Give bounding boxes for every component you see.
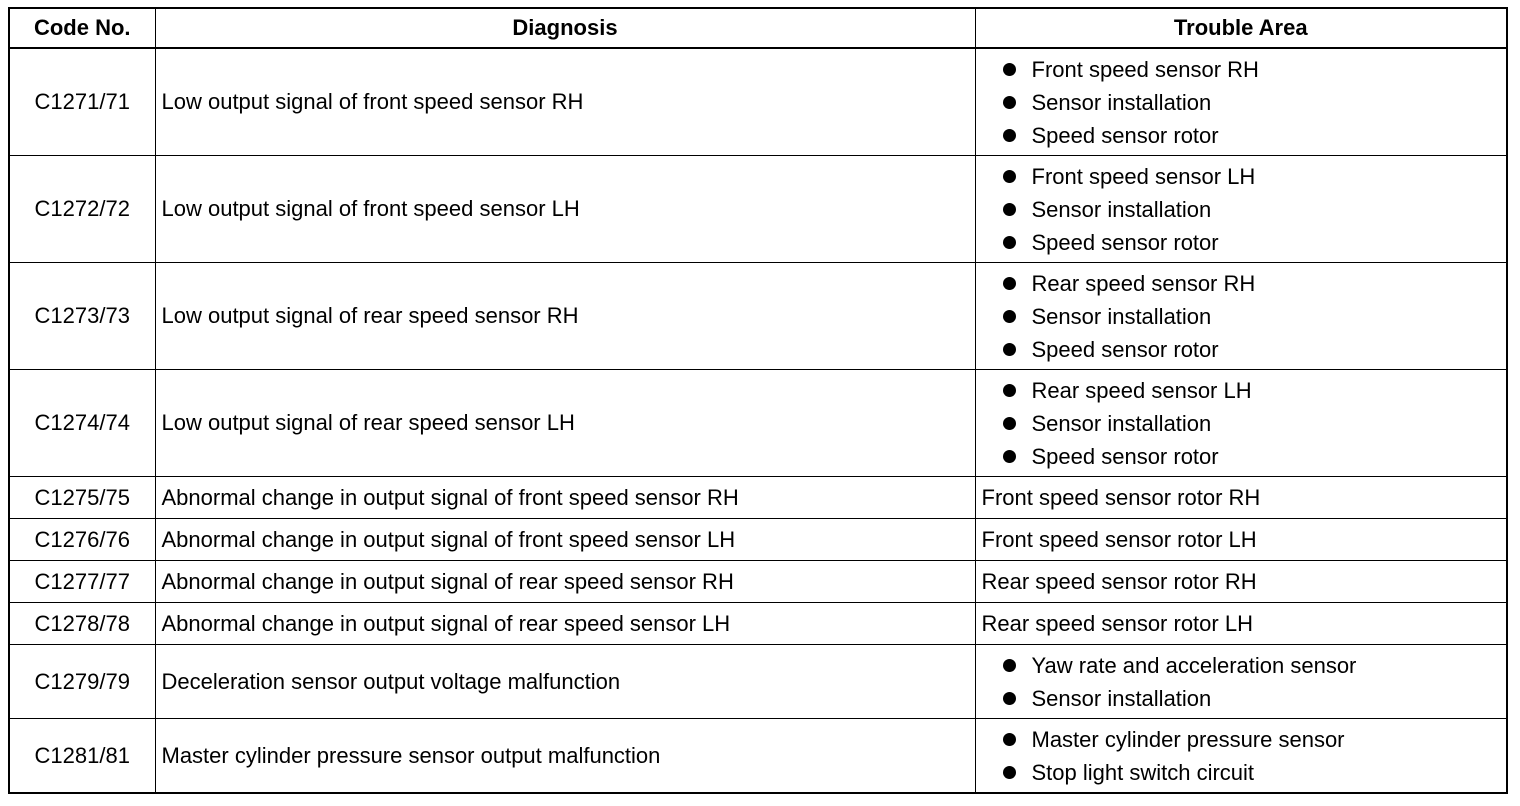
trouble-area-item: Sensor installation — [1031, 196, 1212, 222]
list-item — [982, 160, 1507, 193]
bullet-icon — [1003, 310, 1016, 323]
list-item — [982, 53, 1507, 86]
code-cell: C1273/73 — [9, 263, 155, 370]
list-item — [982, 756, 1507, 789]
diagnosis-cell: Abnormal change in output signal of rear speed sensor RH — [155, 561, 975, 603]
list-item — [982, 682, 1507, 715]
trouble-area-cell — [975, 263, 1507, 370]
trouble-area-item: Speed sensor rotor — [1031, 229, 1219, 255]
trouble-area-item: Sensor installation — [1031, 303, 1212, 329]
diagnosis-cell: Low output signal of front speed sensor RH — [155, 48, 975, 156]
list-item — [982, 649, 1507, 682]
code-cell: C1281/81 — [9, 719, 155, 794]
table-row — [9, 263, 1507, 370]
bullet-icon — [1003, 170, 1016, 183]
list-item — [982, 723, 1507, 756]
bullet-icon — [1003, 343, 1016, 356]
bullet-icon — [1003, 733, 1016, 746]
trouble-area-cell: Rear speed sensor rotor RH — [975, 561, 1507, 603]
trouble-area-item: Speed sensor rotor — [1031, 336, 1219, 362]
diagnosis-cell: Master cylinder pressure sensor output malfunction — [155, 719, 975, 794]
bullet-icon — [1003, 384, 1016, 397]
trouble-area-cell — [975, 645, 1507, 719]
bullet-icon — [1003, 766, 1016, 779]
trouble-area-item: Master cylinder pressure sensor — [1031, 726, 1345, 752]
trouble-area-item: Stop light switch circuit — [1031, 759, 1255, 785]
table-row — [9, 477, 1507, 519]
header-trouble-area: Trouble Area — [975, 8, 1507, 48]
trouble-area-cell — [975, 370, 1507, 477]
code-cell: C1277/77 — [9, 561, 155, 603]
table-row — [9, 370, 1507, 477]
trouble-area-item: Sensor installation — [1031, 410, 1212, 436]
code-cell: C1272/72 — [9, 156, 155, 263]
list-item — [982, 300, 1507, 333]
trouble-area-cell — [975, 719, 1507, 794]
trouble-area-list — [982, 160, 1507, 259]
table-row — [9, 48, 1507, 156]
header-code: Code No. — [9, 8, 155, 48]
list-item — [982, 267, 1507, 300]
diagnosis-cell: Abnormal change in output signal of front speed sensor RH — [155, 477, 975, 519]
trouble-area-cell — [975, 48, 1507, 156]
bullet-icon — [1003, 96, 1016, 109]
trouble-area-cell: Front speed sensor rotor RH — [975, 477, 1507, 519]
list-item — [982, 86, 1507, 119]
bullet-icon — [1003, 236, 1016, 249]
code-cell: C1276/76 — [9, 519, 155, 561]
trouble-area-item: Front speed sensor LH — [1031, 163, 1256, 189]
bullet-icon — [1003, 63, 1016, 76]
table-row — [9, 519, 1507, 561]
list-item — [982, 119, 1507, 152]
code-cell: C1279/79 — [9, 645, 155, 719]
diagnosis-cell: Low output signal of rear speed sensor RH — [155, 263, 975, 370]
trouble-area-list — [982, 723, 1507, 789]
trouble-area-item: Rear speed sensor RH — [1031, 270, 1256, 296]
table-row — [9, 603, 1507, 645]
code-cell: C1278/78 — [9, 603, 155, 645]
trouble-area-list — [982, 267, 1507, 366]
table-row — [9, 561, 1507, 603]
trouble-area-cell — [975, 156, 1507, 263]
diagnosis-cell: Deceleration sensor output voltage malfunction — [155, 645, 975, 719]
list-item — [982, 374, 1507, 407]
trouble-area-item: Sensor installation — [1031, 89, 1212, 115]
list-item — [982, 440, 1507, 473]
diagnosis-cell: Low output signal of front speed sensor LH — [155, 156, 975, 263]
code-cell: C1275/75 — [9, 477, 155, 519]
trouble-area-cell: Rear speed sensor rotor LH — [975, 603, 1507, 645]
code-cell: C1274/74 — [9, 370, 155, 477]
table-row — [9, 719, 1507, 794]
header-diagnosis: Diagnosis — [155, 8, 975, 48]
header-row — [9, 8, 1507, 48]
list-item — [982, 333, 1507, 366]
trouble-area-list — [982, 374, 1507, 473]
bullet-icon — [1003, 203, 1016, 216]
diagnosis-cell: Abnormal change in output signal of front speed sensor LH — [155, 519, 975, 561]
trouble-area-item: Rear speed sensor LH — [1031, 377, 1252, 403]
trouble-area-item: Yaw rate and acceleration sensor — [1031, 652, 1357, 678]
trouble-area-item: Speed sensor rotor — [1031, 443, 1219, 469]
list-item — [982, 226, 1507, 259]
table-row — [9, 645, 1507, 719]
trouble-area-list — [982, 649, 1507, 715]
bullet-icon — [1003, 659, 1016, 672]
code-cell: C1271/71 — [9, 48, 155, 156]
dtc-table — [8, 7, 1508, 794]
list-item — [982, 407, 1507, 440]
bullet-icon — [1003, 129, 1016, 142]
table-row — [9, 156, 1507, 263]
trouble-area-item: Sensor installation — [1031, 685, 1212, 711]
list-item — [982, 193, 1507, 226]
bullet-icon — [1003, 450, 1016, 463]
trouble-area-cell: Front speed sensor rotor LH — [975, 519, 1507, 561]
diagnosis-cell: Low output signal of rear speed sensor LH — [155, 370, 975, 477]
bullet-icon — [1003, 417, 1016, 430]
trouble-area-item: Front speed sensor RH — [1031, 56, 1259, 82]
bullet-icon — [1003, 692, 1016, 705]
trouble-area-item: Speed sensor rotor — [1031, 122, 1219, 148]
trouble-area-list — [982, 53, 1507, 152]
bullet-icon — [1003, 277, 1016, 290]
diagnosis-cell: Abnormal change in output signal of rear speed sensor LH — [155, 603, 975, 645]
